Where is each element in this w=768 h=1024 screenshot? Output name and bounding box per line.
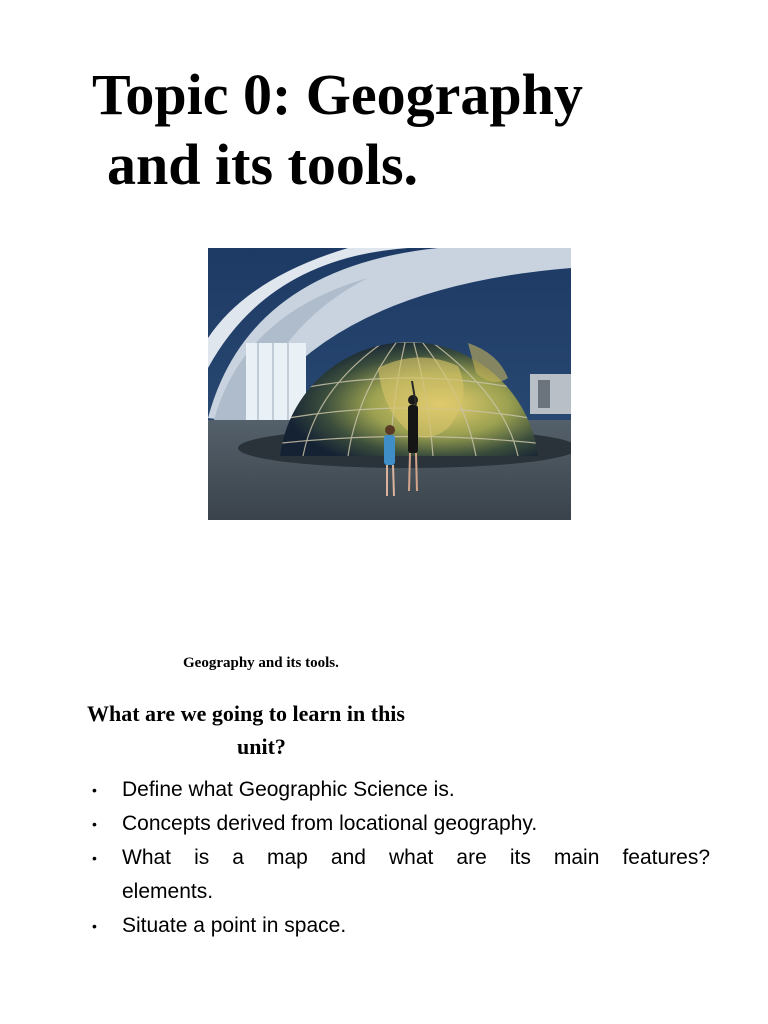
learning-objectives-list (88, 773, 710, 943)
title-line-1: Topic 0: Geography (92, 62, 583, 127)
title-line-2: and its tools. (107, 132, 419, 197)
list-item-text: Concepts derived from locational geography. (122, 812, 538, 835)
list-item-text: Situate a point in space. (122, 914, 347, 937)
question-line-1: What are we going to learn in this (87, 701, 405, 726)
unit-question (87, 697, 447, 763)
page-title (92, 60, 583, 200)
list-item (88, 909, 710, 943)
section-subtitle: Geography and its tools. (183, 655, 339, 671)
bullet-icon: • (92, 816, 97, 832)
bullet-icon: • (92, 850, 97, 866)
bullet-icon: • (92, 918, 97, 934)
question-line-2: unit? (237, 734, 286, 759)
list-item-text: What is a map and what are its main features? (122, 846, 710, 869)
list-item (88, 807, 710, 841)
list-item (88, 773, 710, 807)
list-item-text: Define what Geographic Science is. (122, 778, 455, 801)
bullet-icon: • (92, 782, 97, 798)
globe-dome-photo (208, 248, 571, 520)
list-item-text-continued: elements. (122, 880, 214, 903)
list-item (88, 841, 710, 909)
globe-dome-photo-icon (208, 248, 571, 520)
